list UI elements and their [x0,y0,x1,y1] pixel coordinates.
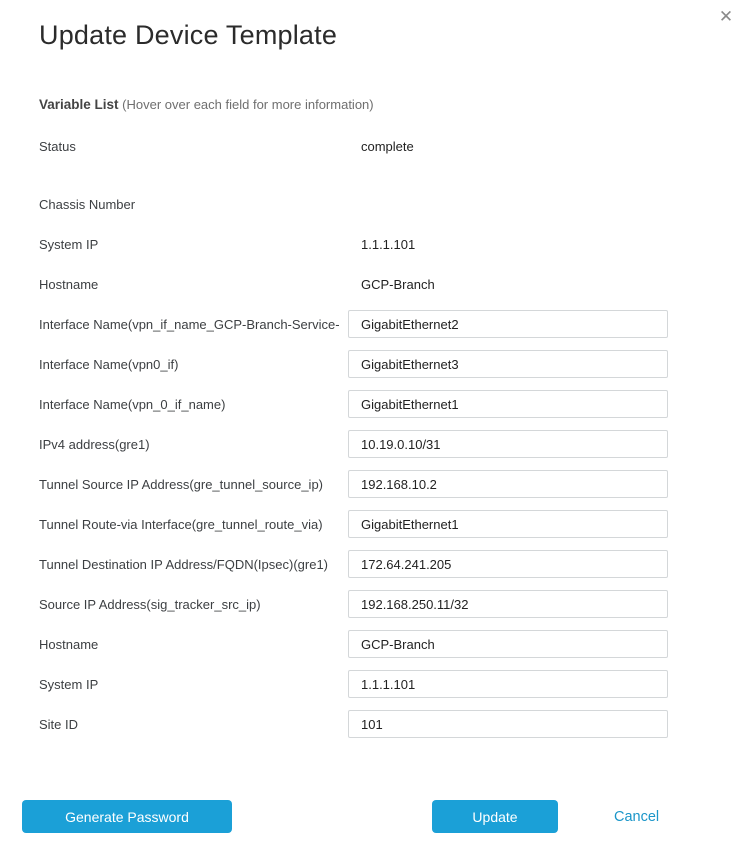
variable-list-hint: (Hover over each field for more information) [122,97,374,112]
field-label: Tunnel Route-via Interface(gre_tunnel_route_via) [39,516,323,532]
field-input[interactable] [348,590,668,618]
field-input[interactable] [348,630,668,658]
input-field-row [39,350,668,378]
input-field-row [39,390,668,418]
field-label: System IP [39,236,99,252]
field-label: Status [39,138,76,154]
field-input[interactable] [348,510,668,538]
field-label: Tunnel Source IP Address(gre_tunnel_source_ip) [39,476,324,492]
update-button[interactable]: Update [432,800,558,833]
static-field-list [39,132,668,298]
static-field-row [39,132,668,160]
input-field-row [39,590,668,618]
input-field-row [39,310,668,338]
field-input[interactable] [348,550,668,578]
static-field-row [39,190,668,218]
variable-list-header [39,97,713,112]
field-input[interactable] [348,470,668,498]
field-input[interactable] [348,310,668,338]
dialog-footer [0,800,752,833]
field-input[interactable] [348,670,668,698]
field-value: complete [361,138,414,154]
field-value: GCP-Branch [361,276,435,292]
input-field-row [39,430,668,458]
input-field-list [39,310,668,738]
variable-list-heading: Variable List [39,97,119,112]
field-input[interactable] [348,390,668,418]
field-label: IPv4 address(gre1) [39,436,150,452]
input-field-row [39,550,668,578]
input-field-row [39,710,668,738]
input-field-row [39,670,668,698]
input-field-row [39,510,668,538]
field-label: Site ID [39,716,79,732]
cancel-button[interactable]: Cancel [614,800,659,833]
field-label: Hostname [39,276,99,292]
generate-password-button[interactable]: Generate Password [22,800,232,833]
field-input[interactable] [348,710,668,738]
input-field-row [39,470,668,498]
field-label: System IP [39,676,99,692]
field-input[interactable] [348,430,668,458]
field-label: Hostname [39,636,99,652]
field-label: Chassis Number [39,196,136,212]
input-field-row [39,630,668,658]
field-label: Tunnel Destination IP Address/FQDN(Ipsec)(gre1) [39,556,329,572]
dialog-title: Update Device Template [39,20,338,50]
close-icon[interactable]: ✕ [714,4,738,28]
field-label: Source IP Address(sig_tracker_src_ip) [39,596,261,612]
field-label: Interface Name(vpn0_if) [39,356,179,372]
variable-list [39,132,668,738]
field-label: Interface Name(vpn_0_if_name) [39,396,226,412]
field-value: 1.1.1.101 [361,236,416,252]
field-label: Interface Name(vpn_if_name_GCP-Branch-Service- [39,316,340,332]
static-field-row [39,230,668,258]
static-field-row [39,270,668,298]
field-input[interactable] [348,350,668,378]
